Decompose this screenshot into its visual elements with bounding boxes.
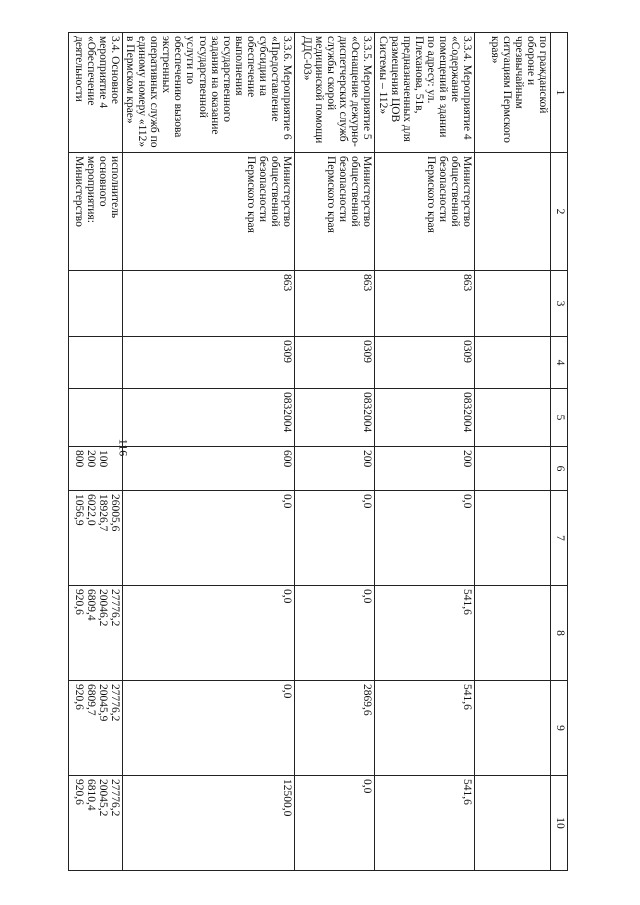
col-header-4: 4 — [551, 337, 568, 389]
summary-value: 6809,7 — [85, 684, 97, 716]
cell: 0,0 — [123, 586, 295, 681]
budget-table-rotated — [68, 32, 568, 870]
cell — [475, 681, 551, 776]
cell — [475, 337, 551, 389]
summary-col9 — [69, 681, 123, 776]
summary-value: 20045,9 — [97, 684, 110, 722]
cell — [475, 153, 551, 271]
summary-value: 27776,2 — [109, 589, 122, 627]
cell — [475, 447, 551, 491]
summary-value: 100 — [97, 450, 110, 468]
cell: 0,0 — [123, 491, 295, 586]
cell — [69, 389, 123, 447]
header-row — [551, 33, 568, 871]
summary-executor: исполнитель основного мероприятия: Министерство — [69, 153, 123, 271]
cell: 0309 — [123, 337, 295, 389]
table-row — [375, 33, 475, 871]
summary-value: 800 — [72, 450, 85, 468]
col-header-3: 3 — [551, 271, 568, 337]
summary-value: 27776,2 — [109, 684, 122, 722]
row-name: 3.3.5. Мероприятие 5 «Оснащение дежурно-диспетчерских служб службы скорой медицинской помощи ДДС-03» — [295, 33, 375, 153]
cell: 12500,0 — [123, 776, 295, 871]
cell: 2869,6 — [295, 681, 375, 776]
summary-value: 920,6 — [72, 779, 85, 805]
cell — [475, 271, 551, 337]
summary-value: 920,6 — [72, 589, 85, 615]
summary-value: 1056,9 — [72, 494, 85, 526]
summary-col8 — [69, 586, 123, 681]
summary-kvr — [69, 447, 123, 491]
cell: 0,0 — [295, 491, 375, 586]
cell — [69, 271, 123, 337]
cell: 0832004 — [123, 389, 295, 447]
col-header-8: 8 — [551, 586, 568, 681]
summary-value: 26005,6 — [109, 494, 122, 532]
col-header-5: 5 — [551, 389, 568, 447]
table-row — [123, 33, 295, 871]
cell — [475, 776, 551, 871]
row-name: 3.3.4. Мероприятие 4 «Содержание помещений в здании по адресу: ул. Плеханова, 51в, предназначенных для размещения ЦОВ Системы – 112» — [375, 33, 475, 153]
executor-cell: Министерство общественной безопасности Пермского края — [295, 153, 375, 271]
cell — [475, 586, 551, 681]
cell: 0832004 — [375, 389, 475, 447]
summary-col10 — [69, 776, 123, 871]
cell — [475, 389, 551, 447]
summary-value: 27776,2 — [109, 779, 122, 817]
executor-cell: Министерство общественной безопасности Пермского края — [375, 153, 475, 271]
col-header-10: 10 — [551, 776, 568, 871]
cell — [475, 491, 551, 586]
col-header-7: 7 — [551, 491, 568, 586]
cell: 863 — [123, 271, 295, 337]
budget-table — [68, 32, 568, 871]
summary-value: 18926,7 — [97, 494, 110, 532]
cell: 600 — [123, 447, 295, 491]
cell: 541,6 — [375, 586, 475, 681]
cell: 541,6 — [375, 681, 475, 776]
col-header-1: 1 — [551, 33, 568, 153]
executor-cell: Министерство общественной безопасности Пермского края — [123, 153, 295, 271]
summary-value: 6810,4 — [85, 779, 97, 811]
col-header-9: 9 — [551, 681, 568, 776]
summary-value: 6022,0 — [85, 494, 97, 526]
summary-value — [109, 450, 121, 487]
summary-name: 3.4. Основное мероприятие 4 «Обеспечение деятельности — [69, 33, 123, 153]
table-row — [295, 33, 375, 871]
row-name: по гражданской обороне и чрезвычайным ситуациям Пермского края» — [475, 33, 551, 153]
summary-value: 20045,2 — [97, 779, 110, 817]
summary-col7 — [69, 491, 123, 586]
table-row — [475, 33, 551, 871]
cell: 200 — [295, 447, 375, 491]
row-name: 3.3.6. Мероприятие 6 «Предоставление субсидии на обеспечение выполнения государственного задания на оказание государственной услуги по обеспечению вызова экстренных оперативных служб по единому номеру «112» в Пермском крае» — [123, 33, 295, 153]
cell: 0,0 — [123, 681, 295, 776]
cell: 863 — [295, 271, 375, 337]
col-header-2: 2 — [551, 153, 568, 271]
cell: 0,0 — [295, 776, 375, 871]
col-header-6: 6 — [551, 447, 568, 491]
cell: 0309 — [295, 337, 375, 389]
summary-value: 20046,2 — [97, 589, 110, 627]
summary-row — [69, 33, 123, 871]
page-number: 116 — [116, 438, 131, 457]
cell: 863 — [375, 271, 475, 337]
cell: 0309 — [375, 337, 475, 389]
cell: 541,6 — [375, 776, 475, 871]
summary-value: 200 — [85, 450, 97, 468]
cell: 200 — [375, 447, 475, 491]
cell: 0832004 — [295, 389, 375, 447]
summary-value: 920,6 — [72, 684, 85, 710]
cell — [69, 337, 123, 389]
cell: 0,0 — [375, 491, 475, 586]
summary-value: 6809,4 — [85, 589, 97, 621]
cell: 0,0 — [295, 586, 375, 681]
